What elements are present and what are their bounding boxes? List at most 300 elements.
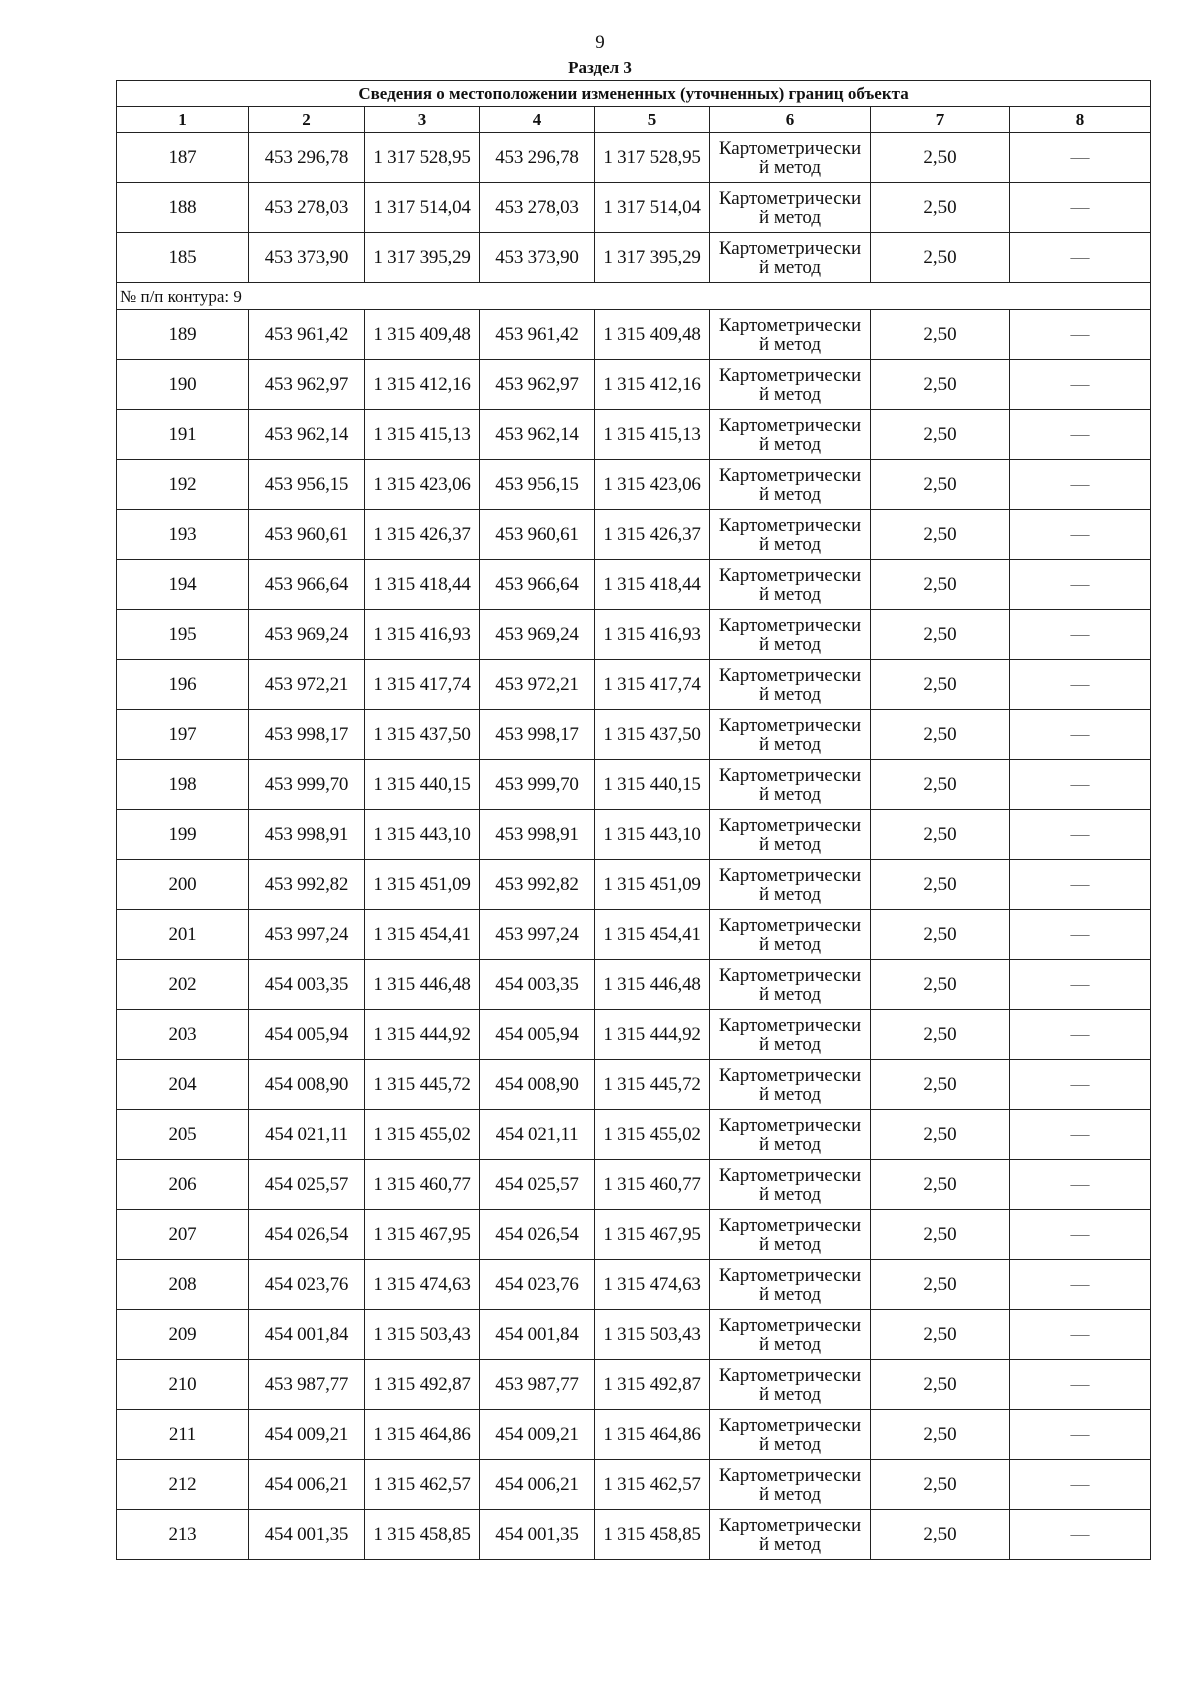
y-existing-cell: 1 315 492,87 [365, 1360, 480, 1410]
method-cell [710, 560, 871, 610]
method-cell [710, 183, 871, 233]
precision-cell: 2,50 [871, 1360, 1010, 1410]
x-existing-cell: 453 960,61 [249, 510, 365, 560]
method-line: й метод [758, 1133, 822, 1155]
y-refined-cell: 1 315 409,48 [595, 310, 710, 360]
precision-cell: 2,50 [871, 1260, 1010, 1310]
description-cell: — [1010, 1110, 1151, 1160]
description-cell: — [1010, 960, 1151, 1010]
y-existing-cell: 1 315 426,37 [365, 510, 480, 560]
x-existing-cell: 453 373,90 [249, 233, 365, 283]
precision-cell: 2,50 [871, 310, 1010, 360]
method-line: Картометрически [718, 764, 862, 786]
method-line: Картометрически [718, 1514, 862, 1536]
x-refined-cell: 454 003,35 [480, 960, 595, 1010]
method-line: Картометрически [718, 564, 862, 586]
description-cell: — [1010, 183, 1151, 233]
precision-cell: 2,50 [871, 810, 1010, 860]
method-line: Картометрически [718, 1114, 862, 1136]
y-refined-cell: 1 315 454,41 [595, 910, 710, 960]
method-cell [710, 1010, 871, 1060]
point-number-cell: 211 [117, 1410, 249, 1460]
contour-label: № п/п контура: 9 [117, 283, 1151, 310]
y-refined-cell: 1 315 417,74 [595, 660, 710, 710]
y-refined-cell: 1 315 462,57 [595, 1460, 710, 1510]
method-cell [710, 660, 871, 710]
x-refined-cell: 454 009,21 [480, 1410, 595, 1460]
description-cell: — [1010, 410, 1151, 460]
x-refined-cell: 453 998,91 [480, 810, 595, 860]
y-existing-cell: 1 315 458,85 [365, 1510, 480, 1560]
y-refined-cell: 1 315 445,72 [595, 1060, 710, 1110]
description-cell: — [1010, 133, 1151, 183]
table-row [117, 1010, 1151, 1060]
y-refined-cell: 1 315 455,02 [595, 1110, 710, 1160]
y-refined-cell: 1 317 395,29 [595, 233, 710, 283]
column-header: 2 [249, 107, 365, 133]
point-number-cell: 191 [117, 410, 249, 460]
x-refined-cell: 453 972,21 [480, 660, 595, 710]
y-refined-cell: 1 315 418,44 [595, 560, 710, 610]
y-existing-cell: 1 315 446,48 [365, 960, 480, 1010]
x-refined-cell: 453 373,90 [480, 233, 595, 283]
y-existing-cell: 1 317 395,29 [365, 233, 480, 283]
point-number-cell: 200 [117, 860, 249, 910]
y-refined-cell: 1 315 503,43 [595, 1310, 710, 1360]
method-cell [710, 1510, 871, 1560]
table-row [117, 1510, 1151, 1560]
y-existing-cell: 1 315 454,41 [365, 910, 480, 960]
table-row [117, 460, 1151, 510]
y-refined-cell: 1 315 437,50 [595, 710, 710, 760]
x-existing-cell: 454 025,57 [249, 1160, 365, 1210]
method-line: Картометрически [718, 1014, 862, 1036]
x-existing-cell: 453 278,03 [249, 183, 365, 233]
table-row [117, 410, 1151, 460]
description-cell: — [1010, 1360, 1151, 1410]
method-line: й метод [758, 833, 822, 855]
description-cell: — [1010, 1410, 1151, 1460]
method-line: Картометрически [718, 1364, 862, 1386]
table-row [117, 560, 1151, 610]
table-row [117, 960, 1151, 1010]
method-line: Картометрически [718, 1414, 862, 1436]
description-cell: — [1010, 1060, 1151, 1110]
x-existing-cell: 453 962,14 [249, 410, 365, 460]
table-row [117, 660, 1151, 710]
x-refined-cell: 454 026,54 [480, 1210, 595, 1260]
method-cell [710, 860, 871, 910]
contour-section [117, 283, 1151, 310]
x-existing-cell: 453 969,24 [249, 610, 365, 660]
precision-cell: 2,50 [871, 760, 1010, 810]
description-cell: — [1010, 1260, 1151, 1310]
method-line: Картометрически [718, 364, 862, 386]
rows-before [117, 133, 1151, 283]
x-existing-cell: 454 026,54 [249, 1210, 365, 1260]
method-cell [710, 510, 871, 560]
x-existing-cell: 453 997,24 [249, 910, 365, 960]
y-refined-cell: 1 315 464,86 [595, 1410, 710, 1460]
description-cell: — [1010, 1160, 1151, 1210]
y-refined-cell: 1 315 444,92 [595, 1010, 710, 1060]
method-cell [710, 410, 871, 460]
method-cell [710, 360, 871, 410]
y-refined-cell: 1 315 416,93 [595, 610, 710, 660]
table-row [117, 310, 1151, 360]
method-cell [710, 910, 871, 960]
point-number-cell: 209 [117, 1310, 249, 1360]
x-existing-cell: 453 972,21 [249, 660, 365, 710]
y-existing-cell: 1 315 503,43 [365, 1310, 480, 1360]
precision-cell: 2,50 [871, 610, 1010, 660]
method-cell [710, 610, 871, 660]
method-cell [710, 133, 871, 183]
table-row [117, 710, 1151, 760]
y-refined-cell: 1 315 412,16 [595, 360, 710, 410]
table-row [117, 1460, 1151, 1510]
precision-cell: 2,50 [871, 560, 1010, 610]
x-existing-cell: 453 998,91 [249, 810, 365, 860]
y-refined-cell: 1 315 440,15 [595, 760, 710, 810]
y-existing-cell: 1 315 416,93 [365, 610, 480, 660]
table-row [117, 810, 1151, 860]
precision-cell: 2,50 [871, 183, 1010, 233]
section-title: Раздел 3 [568, 58, 632, 77]
method-line: й метод [758, 733, 822, 755]
column-header: 6 [710, 107, 871, 133]
y-existing-cell: 1 315 464,86 [365, 1410, 480, 1460]
method-line: й метод [758, 983, 822, 1005]
x-existing-cell: 453 966,64 [249, 560, 365, 610]
y-refined-cell: 1 315 415,13 [595, 410, 710, 460]
point-number-cell: 205 [117, 1110, 249, 1160]
x-refined-cell: 454 001,35 [480, 1510, 595, 1560]
precision-cell: 2,50 [871, 233, 1010, 283]
point-number-cell: 208 [117, 1260, 249, 1310]
method-line: Картометрически [718, 1214, 862, 1236]
table-row [117, 510, 1151, 560]
method-line: й метод [758, 633, 822, 655]
y-existing-cell: 1 315 409,48 [365, 310, 480, 360]
table-row [117, 1410, 1151, 1460]
method-line: Картометрически [718, 664, 862, 686]
method-line: й метод [758, 206, 822, 228]
precision-cell: 2,50 [871, 1160, 1010, 1210]
method-line: Картометрически [718, 714, 862, 736]
x-existing-cell: 454 005,94 [249, 1010, 365, 1060]
method-cell [710, 760, 871, 810]
method-cell [710, 233, 871, 283]
method-line: й метод [758, 1283, 822, 1305]
method-line: Картометрически [718, 1464, 862, 1486]
method-cell [710, 1060, 871, 1110]
y-refined-cell: 1 315 443,10 [595, 810, 710, 860]
x-existing-cell: 453 296,78 [249, 133, 365, 183]
point-number-cell: 203 [117, 1010, 249, 1060]
point-number-cell: 189 [117, 310, 249, 360]
column-header: 1 [117, 107, 249, 133]
table-row [117, 360, 1151, 410]
method-line: й метод [758, 1533, 822, 1555]
method-line: Картометрически [718, 514, 862, 536]
column-header: 4 [480, 107, 595, 133]
x-refined-cell: 454 025,57 [480, 1160, 595, 1210]
method-line: Картометрически [718, 237, 862, 259]
precision-cell: 2,50 [871, 1460, 1010, 1510]
y-existing-cell: 1 315 417,74 [365, 660, 480, 710]
table-row [117, 133, 1151, 183]
precision-cell: 2,50 [871, 1060, 1010, 1110]
precision-cell: 2,50 [871, 510, 1010, 560]
precision-cell: 2,50 [871, 1110, 1010, 1160]
point-number-cell: 190 [117, 360, 249, 410]
y-refined-cell: 1 315 426,37 [595, 510, 710, 560]
precision-cell: 2,50 [871, 1310, 1010, 1360]
method-line: Картометрически [718, 1314, 862, 1336]
method-cell [710, 1210, 871, 1260]
x-refined-cell: 454 005,94 [480, 1010, 595, 1060]
method-line: й метод [758, 533, 822, 555]
column-header: 5 [595, 107, 710, 133]
table-row [117, 1060, 1151, 1110]
precision-cell: 2,50 [871, 133, 1010, 183]
y-refined-cell: 1 315 451,09 [595, 860, 710, 910]
method-line: Картометрически [718, 614, 862, 636]
description-cell: — [1010, 1010, 1151, 1060]
method-line: й метод [758, 156, 822, 178]
method-line: й метод [758, 783, 822, 805]
method-line: й метод [758, 933, 822, 955]
x-refined-cell: 454 023,76 [480, 1260, 595, 1310]
x-refined-cell: 453 997,24 [480, 910, 595, 960]
x-refined-cell: 453 966,64 [480, 560, 595, 610]
description-cell: — [1010, 860, 1151, 910]
table-row [117, 183, 1151, 233]
precision-cell: 2,50 [871, 1410, 1010, 1460]
y-existing-cell: 1 317 528,95 [365, 133, 480, 183]
point-number-cell: 196 [117, 660, 249, 710]
y-existing-cell: 1 315 445,72 [365, 1060, 480, 1110]
table-row [117, 910, 1151, 960]
x-existing-cell: 454 009,21 [249, 1410, 365, 1460]
x-refined-cell: 454 001,84 [480, 1310, 595, 1360]
x-existing-cell: 454 008,90 [249, 1060, 365, 1110]
y-existing-cell: 1 315 462,57 [365, 1460, 480, 1510]
y-existing-cell: 1 315 437,50 [365, 710, 480, 760]
y-existing-cell: 1 317 514,04 [365, 183, 480, 233]
x-refined-cell: 454 021,11 [480, 1110, 595, 1160]
x-existing-cell: 454 023,76 [249, 1260, 365, 1310]
method-line: й метод [758, 883, 822, 905]
precision-cell: 2,50 [871, 960, 1010, 1010]
x-refined-cell: 453 987,77 [480, 1360, 595, 1410]
x-existing-cell: 453 987,77 [249, 1360, 365, 1410]
point-number-cell: 201 [117, 910, 249, 960]
method-line: й метод [758, 1383, 822, 1405]
method-cell [710, 810, 871, 860]
method-line: й метод [758, 1433, 822, 1455]
method-line: Картометрически [718, 314, 862, 336]
y-refined-cell: 1 317 514,04 [595, 183, 710, 233]
y-refined-cell: 1 315 474,63 [595, 1260, 710, 1310]
point-number-cell: 193 [117, 510, 249, 560]
method-line: Картометрически [718, 964, 862, 986]
method-line: й метод [758, 333, 822, 355]
method-line: Картометрически [718, 864, 862, 886]
x-existing-cell: 453 998,17 [249, 710, 365, 760]
x-existing-cell: 453 999,70 [249, 760, 365, 810]
page-number: 9 [595, 32, 605, 53]
x-existing-cell: 453 962,97 [249, 360, 365, 410]
description-cell: — [1010, 1460, 1151, 1510]
x-existing-cell: 454 001,35 [249, 1510, 365, 1560]
method-cell [710, 1310, 871, 1360]
method-cell [710, 1410, 871, 1460]
x-refined-cell: 453 961,42 [480, 310, 595, 360]
precision-cell: 2,50 [871, 410, 1010, 460]
y-existing-cell: 1 315 443,10 [365, 810, 480, 860]
method-cell [710, 460, 871, 510]
x-refined-cell: 453 992,82 [480, 860, 595, 910]
method-line: Картометрически [718, 1064, 862, 1086]
method-cell [710, 310, 871, 360]
x-refined-cell: 453 278,03 [480, 183, 595, 233]
method-cell [710, 1460, 871, 1510]
y-existing-cell: 1 315 423,06 [365, 460, 480, 510]
description-cell: — [1010, 233, 1151, 283]
table-row [117, 233, 1151, 283]
column-header: 7 [871, 107, 1010, 133]
column-header: 3 [365, 107, 480, 133]
description-cell: — [1010, 1310, 1151, 1360]
method-line: й метод [758, 1233, 822, 1255]
boundary-table [116, 80, 1151, 1560]
table-row [117, 1210, 1151, 1260]
description-cell: — [1010, 760, 1151, 810]
y-existing-cell: 1 315 412,16 [365, 360, 480, 410]
table-row [117, 760, 1151, 810]
description-cell: — [1010, 1510, 1151, 1560]
description-cell: — [1010, 560, 1151, 610]
method-line: Картометрически [718, 1264, 862, 1286]
method-cell [710, 1110, 871, 1160]
y-refined-cell: 1 315 446,48 [595, 960, 710, 1010]
y-existing-cell: 1 315 415,13 [365, 410, 480, 460]
description-cell: — [1010, 910, 1151, 960]
y-existing-cell: 1 315 444,92 [365, 1010, 480, 1060]
x-refined-cell: 453 956,15 [480, 460, 595, 510]
method-line: Картометрически [718, 1164, 862, 1186]
table-row [117, 1310, 1151, 1360]
method-line: Картометрически [718, 137, 862, 159]
description-cell: — [1010, 460, 1151, 510]
method-line: Картометрически [718, 814, 862, 836]
description-cell: — [1010, 1210, 1151, 1260]
table-row [117, 1360, 1151, 1410]
precision-cell: 2,50 [871, 860, 1010, 910]
x-refined-cell: 454 008,90 [480, 1060, 595, 1110]
x-existing-cell: 454 021,11 [249, 1110, 365, 1160]
method-line: й метод [758, 1033, 822, 1055]
table-caption: Сведения о местоположении измененных (уточненных) границ объекта [117, 81, 1151, 107]
method-line: й метод [758, 1483, 822, 1505]
point-number-cell: 187 [117, 133, 249, 183]
method-line: й метод [758, 483, 822, 505]
point-number-cell: 206 [117, 1160, 249, 1210]
y-existing-cell: 1 315 451,09 [365, 860, 480, 910]
description-cell: — [1010, 310, 1151, 360]
description-cell: — [1010, 810, 1151, 860]
x-refined-cell: 453 960,61 [480, 510, 595, 560]
y-existing-cell: 1 315 455,02 [365, 1110, 480, 1160]
column-header: 8 [1010, 107, 1151, 133]
precision-cell: 2,50 [871, 460, 1010, 510]
y-refined-cell: 1 315 467,95 [595, 1210, 710, 1260]
point-number-cell: 199 [117, 810, 249, 860]
x-refined-cell: 454 006,21 [480, 1460, 595, 1510]
y-refined-cell: 1 315 423,06 [595, 460, 710, 510]
method-line: й метод [758, 1333, 822, 1355]
x-existing-cell: 454 003,35 [249, 960, 365, 1010]
method-cell [710, 1160, 871, 1210]
point-number-cell: 195 [117, 610, 249, 660]
point-number-cell: 192 [117, 460, 249, 510]
point-number-cell: 204 [117, 1060, 249, 1110]
rows-after [117, 310, 1151, 1560]
x-existing-cell: 454 001,84 [249, 1310, 365, 1360]
y-refined-cell: 1 315 492,87 [595, 1360, 710, 1410]
point-number-cell: 188 [117, 183, 249, 233]
point-number-cell: 194 [117, 560, 249, 610]
x-refined-cell: 453 962,97 [480, 360, 595, 410]
table-row [117, 1110, 1151, 1160]
y-existing-cell: 1 315 474,63 [365, 1260, 480, 1310]
y-existing-cell: 1 315 418,44 [365, 560, 480, 610]
x-refined-cell: 453 998,17 [480, 710, 595, 760]
table-row [117, 1160, 1151, 1210]
precision-cell: 2,50 [871, 1010, 1010, 1060]
method-line: й метод [758, 383, 822, 405]
precision-cell: 2,50 [871, 1510, 1010, 1560]
x-existing-cell: 453 992,82 [249, 860, 365, 910]
method-line: Картометрически [718, 187, 862, 209]
point-number-cell: 202 [117, 960, 249, 1010]
method-cell [710, 1260, 871, 1310]
precision-cell: 2,50 [871, 710, 1010, 760]
y-existing-cell: 1 315 467,95 [365, 1210, 480, 1260]
description-cell: — [1010, 610, 1151, 660]
method-cell [710, 710, 871, 760]
method-line: й метод [758, 583, 822, 605]
precision-cell: 2,50 [871, 360, 1010, 410]
y-refined-cell: 1 315 460,77 [595, 1160, 710, 1210]
method-line: й метод [758, 256, 822, 278]
method-line: Картометрически [718, 914, 862, 936]
point-number-cell: 212 [117, 1460, 249, 1510]
method-line: Картометрически [718, 414, 862, 436]
point-number-cell: 197 [117, 710, 249, 760]
table-row [117, 1260, 1151, 1310]
point-number-cell: 210 [117, 1360, 249, 1410]
table-row [117, 610, 1151, 660]
description-cell: — [1010, 710, 1151, 760]
x-refined-cell: 453 999,70 [480, 760, 595, 810]
method-line: й метод [758, 1183, 822, 1205]
precision-cell: 2,50 [871, 1210, 1010, 1260]
description-cell: — [1010, 660, 1151, 710]
point-number-cell: 185 [117, 233, 249, 283]
